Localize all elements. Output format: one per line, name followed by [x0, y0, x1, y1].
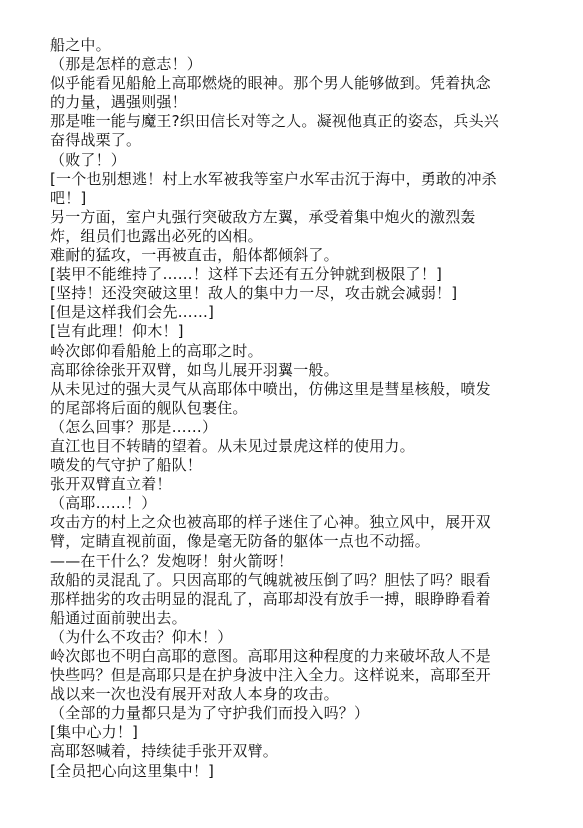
text-line: 似乎能看见船舱上高耶燃烧的眼神。那个男人能够做到。凭着执念	[50, 74, 491, 93]
text-line: 高耶怒喊着，持续徒手张开双臂。	[50, 742, 279, 761]
text-line: 战以来一次也没有展开对敌人本身的攻击。	[50, 685, 339, 704]
text-line: [全员把心向这里集中！]	[50, 761, 215, 780]
document-page	[50, 36, 550, 781]
text-line: 船通过面前驶出去。	[50, 608, 187, 627]
text-line: [集中心力！]	[50, 723, 139, 742]
text-line: 的力量，遇强则强！	[50, 93, 187, 112]
text-line: [岂有此理！仰木！]	[50, 322, 184, 341]
text-line: [坚持！还没突破这里！敌人的集中力一尽，攻击就会减弱！]	[50, 284, 458, 303]
text-line: 从未见过的强大灵气从高耶体中喷出，仿佛这里是彗星核般，喷发	[50, 379, 491, 398]
text-line: 高耶徐徐张开双臂，如鸟儿展开羽翼一般。	[50, 360, 339, 379]
text-line: 喷发的气守护了船队！	[50, 456, 203, 475]
text-line: 臂，定睛直视前面，像是毫无防备的躯体一点也不动摇。	[50, 532, 431, 551]
text-line: （怎么回事？那是……）	[50, 417, 218, 436]
text-line: （为什么不攻击？仰木！）	[50, 627, 233, 646]
text-line: （高耶……！）	[50, 494, 157, 513]
text-line: 岭次郎仰看船舱上的高耶之时。	[50, 341, 263, 360]
text-line: ——在干什么？发炮呀！射火箭呀！	[50, 551, 294, 570]
text-line: 吧！]	[50, 188, 87, 207]
text-line: 那样拙劣的攻击明显的混乱了，高耶却没有放手一搏，眼睁睁看着	[50, 589, 491, 608]
text-line: 敌船的灵混乱了。只因高耶的气魄就被压倒了吗？胆怯了吗？眼看	[50, 570, 491, 589]
text-line: 攻击方的村上之众也被高耶的样子迷住了心神。独立风中，展开双	[50, 513, 491, 532]
text-line: 炸，组员们也露出必死的凶相。	[50, 226, 263, 245]
text-line: 直江也目不转睛的望着。从未见过景虎这样的使用力。	[50, 436, 415, 455]
text-line: 那是唯一能与魔王?织田信长对等之人。凝视他真正的姿态，兵头兴	[50, 112, 499, 131]
text-line: （败了！）	[50, 150, 127, 169]
text-line: 奋得战栗了。	[50, 131, 142, 150]
text-line: 岭次郎也不明白高耶的意图。高耶用这种程度的力来破坏敌人不是	[50, 647, 491, 665]
text-line: 难耐的猛攻，一再被直击，船体都倾斜了。	[50, 246, 339, 265]
text-line: 的尾部将后面的舰队包裹住。	[50, 398, 248, 417]
text-line: （全部的力量都只是为了守护我们而投入吗？）	[50, 704, 370, 723]
text-line: 船之中。	[50, 36, 111, 54]
text-line: 张开双臂直立着！	[50, 475, 172, 494]
text-line: [但是这样我们会先……]	[50, 303, 215, 322]
text-line: 快些吗？但是高耶只是在护身波中注入全力。这样说来，高耶至开	[50, 666, 491, 685]
text-line: 另一方面，室户丸强行突破敌方左翼，承受着集中炮火的激烈轰	[50, 207, 476, 226]
text-line: [装甲不能维持了……！这样下去还有五分钟就到极限了！]	[50, 265, 443, 284]
text-line: [一个也别想逃！村上水军被我等室户水军击沉于海中，勇敢的冲杀	[50, 169, 497, 188]
text-line: （那是怎样的意志！）	[50, 55, 203, 74]
